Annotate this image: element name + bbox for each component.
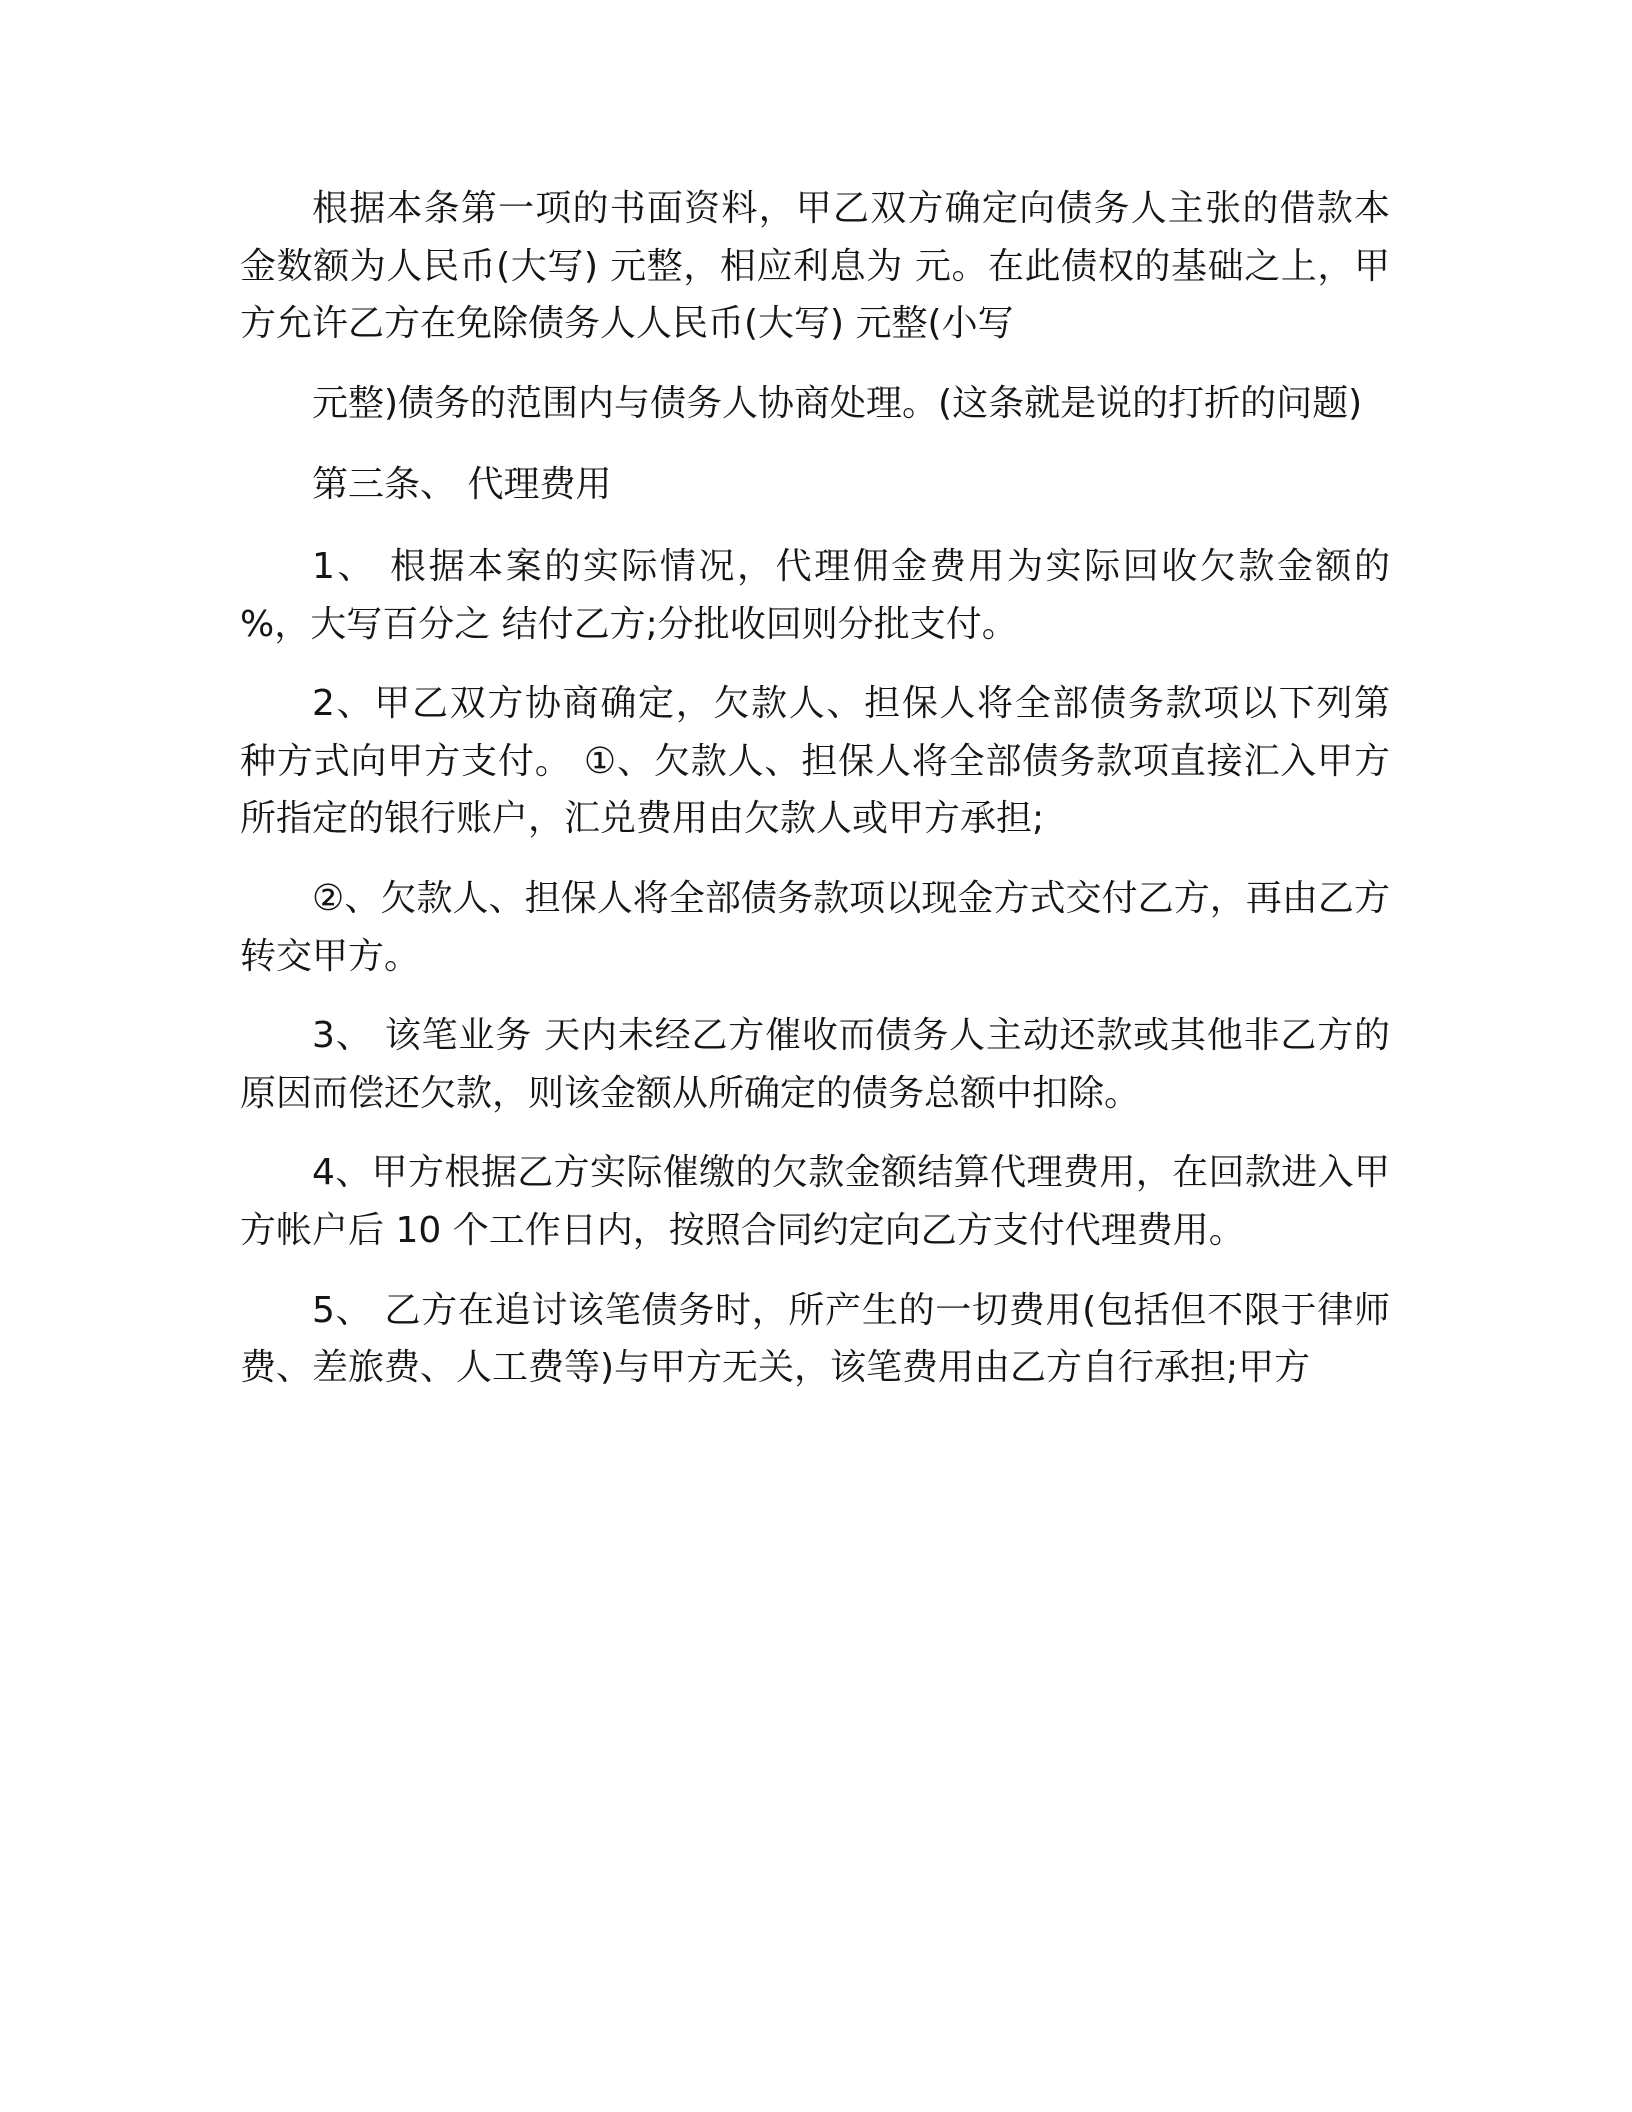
paragraph-clause-1: 1、 根据本案的实际情况，代理佣金费用为实际回收欠款金额的 %，大写百分之 结付乙方;分批收回则分批支付。 — [240, 545, 1390, 645]
paragraph-clause-2-option-2: ②、欠款人、担保人将全部债务款项以现金方式交付乙方，再由乙方转交甲方。 — [240, 877, 1390, 977]
paragraph-clause-5: 5、 乙方在追讨该笔债务时，所产生的一切费用(包括但不限于律师费、差旅费、人工费等)与甲方无关，该笔费用由乙方自行承担;甲方 — [240, 1289, 1390, 1389]
section-heading-agency-fees: 第三条、 代理费用 — [312, 464, 612, 506]
paragraph-claim-amount: 根据本条第一项的书面资料，甲乙双方确定向债务人主张的借款本金数额为人民币(大写) 元整，相应利息为 元。在此债权的基础之上，甲方允许乙方在免除债务人人民币(大写) 元整(小写 — [240, 188, 1390, 345]
paragraph-clause-3: 3、 该笔业务 天内未经乙方催收而债务人主动还款或其他非乙方的原因而偿还欠款，则该金额从所确定的债务总额中扣除。 — [240, 1015, 1390, 1114]
document-body — [240, 180, 1390, 1419]
paragraph-negotiation-scope: 元整)债务的范围内与债务人协商处理。(这条就是说的打折的问题) — [312, 382, 1363, 424]
paragraph-clause-2: 2、甲乙双方协商确定，欠款人、担保人将全部债务款项以下列第 种方式向甲方支付。 ①、欠款人、担保人将全部债务款项直接汇入甲方所指定的银行账户，汇兑费用由欠款人或甲方承担; — [240, 683, 1390, 840]
paragraph-clause-4: 4、甲方根据乙方实际催缴的欠款金额结算代理费用，在回款进入甲方帐户后 10 个工作日内，按照合同约定向乙方支付代理费用。 — [240, 1152, 1390, 1251]
